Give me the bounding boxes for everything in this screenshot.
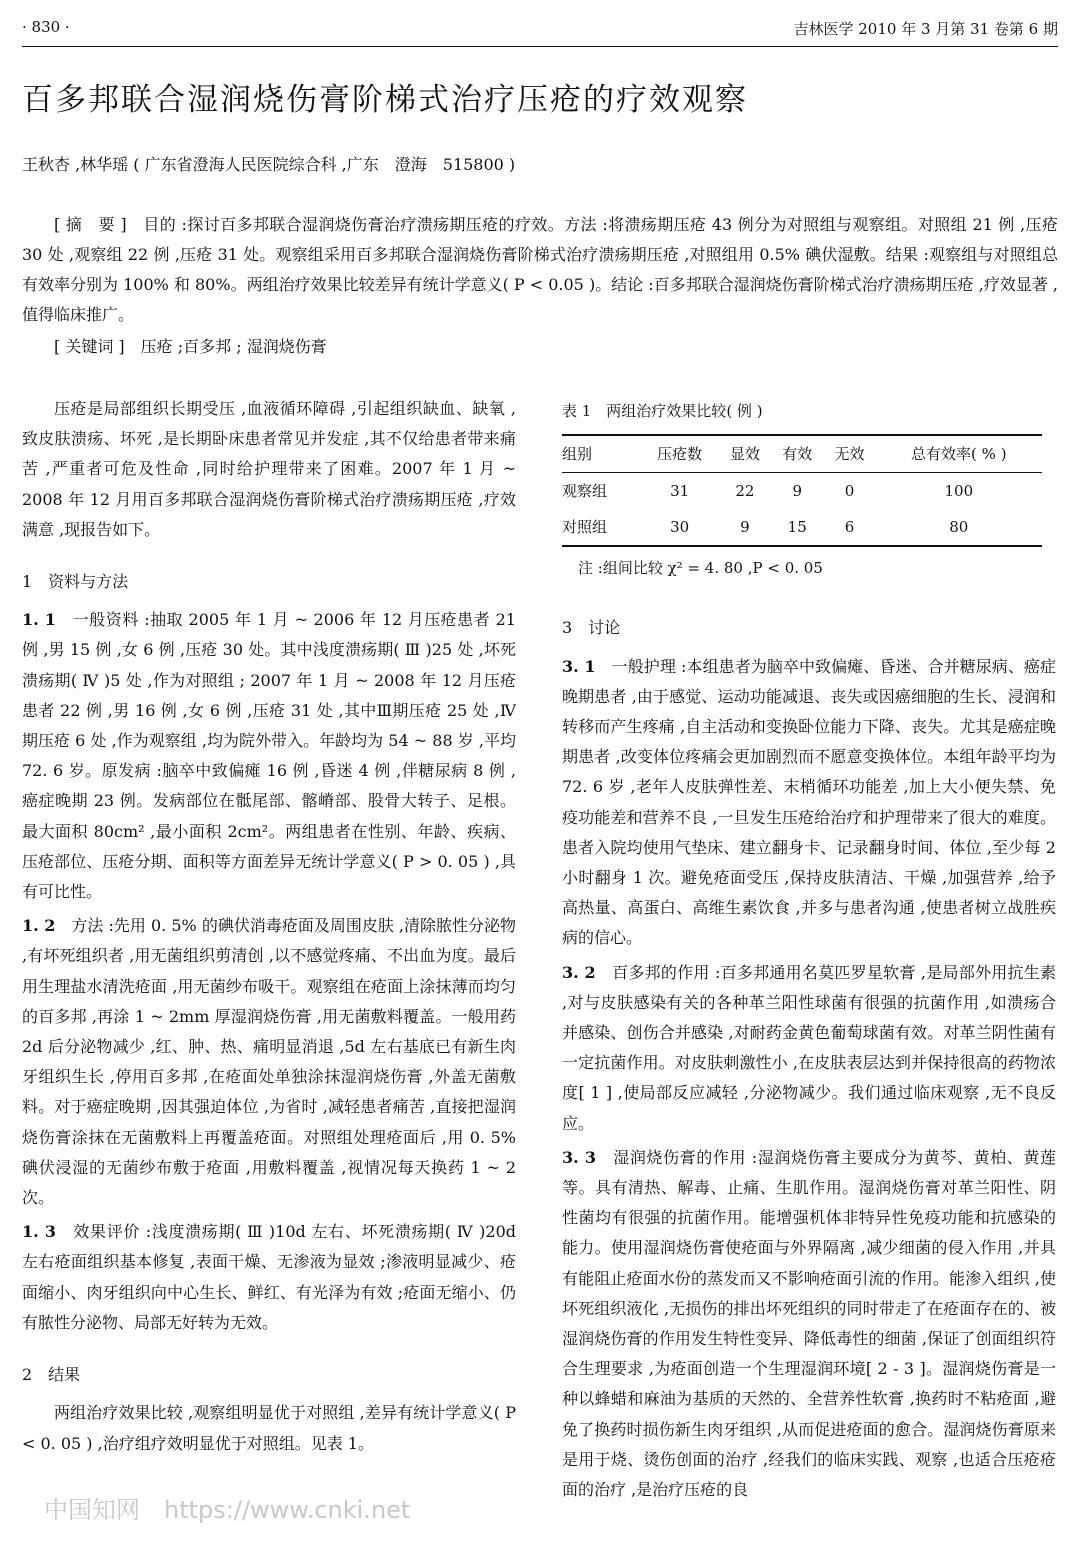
- table-cell: 对照组: [562, 509, 640, 546]
- author-line: 王秋杏 ,林华瑶 ( 广东省澄海人民医院综合科 ,广东 澄海 515800 ): [22, 155, 516, 174]
- abstract-text: [ 摘 要 ] 目的 :探讨百多邦联合湿润烧伤膏治疗溃疡期压疮的疗效。方法 :将溃疡期压疮 43 例分为对照组与观察组。对照组 21 例 ,压疮 30 处 ,观察组 22 例 ,压疮 31 处。观察组采用百多邦联合湿润烧伤膏阶梯式治疗溃疡期压疮 ,对照组用 0.5% 碘伏湿敷。结果 :观察组与对照组总有效率分别为 100% 和 80%。两组治疗效果比较差异有统计学意义( P < 0.05 )。结论 :百多邦联合湿润烧伤膏阶梯式治疗溃疡期压疮 ,疗效显著 ,值得临床推广。: [22, 215, 1059, 324]
- table-cell: 30: [640, 509, 718, 546]
- section-1-1-text: 一般资料 :抽取 2005 年 1 月 ~ 2006 年 12 月压疮患者 21 例 ,男 15 例 ,女 6 例 ,压疮 30 处。其中浅度溃疡期( Ⅲ )25 处 ,坏死溃疡期( Ⅳ )5 处 ,作为对照组 ; 2007 年 1 月 ~ 2008 年 12 月压疮患者 22 例 ,男 16 例 ,女 6 例 ,压疮 31 处 ,其中Ⅲ期压疮 25 处 ,Ⅳ期压疮 6 处 ,作为观察组 ,均为院外带入。年龄均为 54 ~ 88 岁 ,平均 72. 6 岁。原发病 :脑卒中致偏瘫 16 例 ,昏迷 4 例 ,伴糖尿病 8 例 ,癌症晚期 23 例。发病部位在骶尾部、髂嵴部、股骨大转子、足根。最大面积 80cm² ,最小面积 2cm²。两组患者在性别、年龄、疾病、压疮部位、压疮分期、面积等方面差异无统计学意义( P > 0. 05 ) ,具有可比性。: [22, 610, 516, 902]
- table-cell: 31: [670, 482, 690, 501]
- journal-info: 吉林医学 2010 年 3 月第 31 卷第 6 期: [793, 20, 1058, 38]
- table-cell: 22: [735, 482, 755, 501]
- header-rule: [22, 46, 1058, 47]
- table-cell: 80: [876, 509, 1042, 546]
- cnki-watermark: 中国知网 https://www.cnki.net: [44, 1496, 411, 1524]
- section-3-3: [562, 1143, 1056, 1505]
- table-header-cell: 总有效率( % ): [876, 435, 1042, 473]
- table-row: [562, 473, 1042, 510]
- keywords: [ 关键词 ] 压疮 ;百多邦 ; 湿润烧伤膏: [54, 337, 327, 356]
- section-1-2: [22, 911, 516, 1213]
- section-3-heading: 3 讨论: [562, 618, 621, 638]
- table-header-cell: 显效: [719, 435, 771, 473]
- section-2-heading: 2 结果: [22, 1365, 81, 1385]
- table-caption: 表 1 两组治疗效果比较( 例 ): [562, 402, 763, 420]
- section-3-3-text: 湿润烧伤膏的作用 :湿润烧伤膏主要成分为黄芩、黄柏、黄莲等。具有清热、解毒、止痛、生肌作用。湿润烧伤膏对革兰阳性、阴性菌均有很强的抗菌作用。能增强机体非特异性免疫功能和抗感染的能力。使用湿润烧伤膏使疮面与外界隔离 ,减少细菌的侵入作用 ,并具有能阻止疮面水份的蒸发而又不影响疮面引流的作用。能渗入组织 ,使坏死组织液化 ,无损伤的排出坏死组织的同时带走了在疮面存在的、被湿润烧伤膏的作用发生特性变异、降低毒性的细菌 ,保证了创面组织符合生理要求 ,为疮面创造一个生理湿润环境[ 2 - 3 ]。湿润烧伤膏是一种以蜂蜡和麻油为基质的天然的、全营养性软膏 ,换药时不粘疮面 ,避免了换药时损伤新生肉牙组织 ,从而促进疮面的愈合。湿润烧伤膏原来是用于烧、烫伤创面的治疗 ,经我们的临床实践、观察 ,也适合压疮疮面的治疗 ,是治疗压疮的良: [562, 1147, 1056, 1500]
- table-cell: 观察组: [562, 482, 608, 501]
- table-header-cell: 无效: [823, 435, 875, 473]
- table-header-cell: 组别: [562, 435, 640, 473]
- section-1-heading: 1 资料与方法: [22, 572, 129, 592]
- table-cell: 15: [771, 509, 823, 546]
- section-1-2-number: 1. 2: [22, 916, 56, 936]
- section-3-2-text: 百多邦的作用 :百多邦通用名莫匹罗星软膏 ,是局部外用抗生素 ,对与皮肤感染有关的各种革兰阳性球菌有很强的抗菌作用 ,如溃疡合并感染、创伤合并感染 ,对耐药金黄色葡萄球菌有效。对革兰阴性菌有一定抗菌作用。对皮肤刺激性小 ,在皮肤表层达到并保持很高的药物浓度[ 1 ] ,使局部反应减轻 ,分泌物减少。我们通过临床观察 ,无不良反应。: [562, 962, 1056, 1133]
- table-cell: 6: [823, 509, 875, 546]
- table-cell: 9: [792, 482, 802, 501]
- section-3-1-number: 3. 1: [562, 656, 596, 676]
- table-cell: 100: [944, 482, 974, 501]
- running-header: [22, 18, 1058, 48]
- table-row: [562, 509, 1042, 546]
- section-1-1: [22, 605, 516, 907]
- table-cell: 9: [719, 509, 771, 546]
- section-1-3-number: 1. 3: [22, 1222, 57, 1242]
- results-paragraph: 两组治疗效果比较 ,观察组明显优于对照组 ,差异有统计学意义( P < 0. 05 ) ,治疗组疗效明显优于对照组。见表 1。: [22, 1403, 516, 1453]
- intro-paragraph: 压疮是局部组织长期受压 ,血液循环障碍 ,引起组织缺血、缺氧 ,致皮肤溃疡、坏死 ,是长期卧床患者常见并发症 ,其不仅给患者带来痛苦 ,严重者可危及性命 ,同时给护理带来了困难。2007 年 1 月 ~ 2008 年 12 月用百多邦联合湿润烧伤膏阶梯式治疗溃疡期压疮 ,疗效满意 ,现报告如下。: [22, 399, 516, 539]
- section-3-2-number: 3. 2: [562, 962, 596, 982]
- section-1-3-text: 效果评价 :浅度溃疡期( Ⅲ )10d 左右、坏死溃疡期( Ⅳ )20d 左右疮面组织基本修复 ,表面干燥、无渗液为显效 ;渗液明显减少、疮面缩小、肉牙组织向中心生长、鲜红、有光泽为有效 ;疮面无缩小、仍有脓性分泌物、局部无好转为无效。: [22, 1222, 517, 1332]
- right-column: [562, 396, 1056, 1505]
- table-cell: 0: [844, 482, 855, 501]
- table-header-row: [562, 435, 1042, 473]
- section-3-1-text: 一般护理 :本组患者为脑卒中致偏瘫、昏迷、合并糖尿病、癌症晚期患者 ,由于感觉、运动功能减退、丧失或因癌细胞的生长、浸润和转移而产生疼痛 ,自主活动和变换卧位能力下降、丧失。尤其是癌症晚期患者 ,改变体位疼痛会更加剧烈而不愿意变换体位。本组年龄平均为 72. 6 岁 ,老年人皮肤弹性差、末梢循环功能差 ,加上大小便失禁、免疫功能差和营养不良 ,一旦发生压疮给治疗和护理带来了很大的难度。患者入院均使用气垫床、建立翻身卡、记录翻身时间、体位 ,至少每 2 小时翻身 1 次。避免疮面受压 ,保持皮肤清洁、干燥 ,加强营养 ,给予高热量、高蛋白、高维生素饮食 ,并多与患者沟通 ,使患者树立战胜疾病的信心。: [562, 656, 1057, 948]
- table-header-cell: 压疮数: [640, 435, 718, 473]
- results-table: [562, 434, 1042, 547]
- section-1-3: [22, 1217, 516, 1338]
- table-header-cell: 有效: [771, 435, 823, 473]
- article-title: 百多邦联合湿润烧伤膏阶梯式治疗压疮的疗效观察: [22, 82, 748, 118]
- section-3-1: [562, 652, 1056, 954]
- abstract: [22, 210, 1058, 330]
- table-note: 注 :组间比较 χ² = 4. 80 ,P < 0. 05: [578, 559, 823, 578]
- section-1-1-number: 1. 1: [22, 610, 56, 630]
- page-number: · 830 ·: [22, 18, 70, 36]
- section-3-2: [562, 958, 1056, 1139]
- section-1-2-text: 方法 :先用 0. 5% 的碘伏消毒疮面及周围皮肤 ,清除脓性分泌物 ,有坏死组织者 ,用无菌组织剪清创 ,以不感觉疼痛、不出血为度。最后用生理盐水清洗疮面 ,用无菌纱布吸干。观察组在疮面上涂抹薄而均匀的百多邦 ,再涂 1 ~ 2mm 厚湿润烧伤膏 ,用无菌敷料覆盖。一般用药 2d 后分泌物减少 ,红、肿、热、痛明显消退 ,5d 左右基底已有新生肉牙组织生长 ,停用百多邦 ,在疮面处单独涂抹湿润烧伤膏 ,外盖无菌敷料。对于癌症晚期 ,因其强迫体位 ,为省时 ,减轻患者痛苦 ,直接把湿润烧伤膏涂抹在无菌敷料上再覆盖疮面。对照组处理疮面后 ,用 0. 5% 碘伏浸湿的无菌纱布敷于疮面 ,用敷料覆盖 ,视情况每天换药 1 ~ 2 次。: [22, 916, 517, 1208]
- left-column: [22, 394, 516, 1459]
- section-3-3-number: 3. 3: [562, 1147, 597, 1167]
